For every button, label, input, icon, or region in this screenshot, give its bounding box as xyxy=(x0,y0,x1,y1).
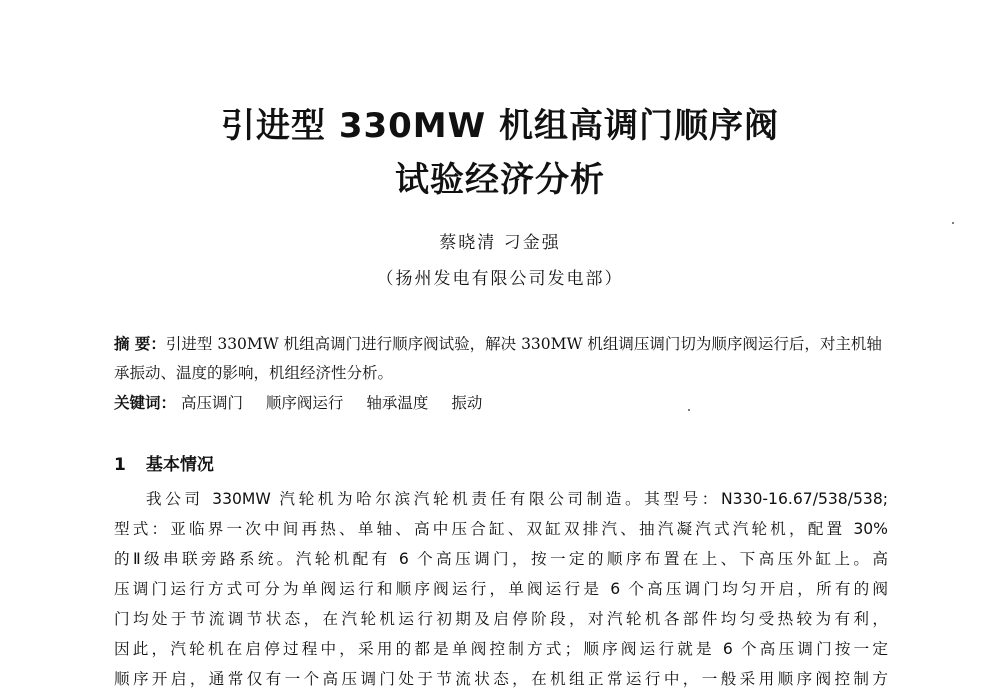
paper-title-line-2: 试验经济分析 xyxy=(395,160,605,200)
keyword-item: 顺序阀运行 xyxy=(265,394,344,412)
body-line: 我公司 330MW 汽轮机为哈尔滨汽轮机责任有限公司制造。其型号：N330-16.67/538/538; xyxy=(146,490,888,508)
keywords xyxy=(114,390,894,416)
scan-speck xyxy=(952,222,954,224)
section-title: 基本情况 xyxy=(145,455,214,475)
paper-title-line-1: 引进型 330MW 机组高调门顺序阀 xyxy=(221,106,779,146)
section-number: 1 xyxy=(114,455,126,475)
body-paragraph xyxy=(114,484,888,694)
body-line: 型式：亚临界一次中间再热、单轴、高中压合缸、双缸双排汽、抽汽凝汽式汽轮机，配置 30% xyxy=(114,520,888,538)
keyword-item: 振动 xyxy=(451,394,483,412)
affiliation: （扬州发电有限公司发电部） xyxy=(376,269,624,289)
body-line: 顺序开启，通常仅有一个高压调门处于节流状态，在机组正常运行中，一般采用顺序阀控制方 xyxy=(114,670,888,688)
body-line: 门均处于节流调节状态，在汽轮机运行初期及启停阶段，对汽轮机各部件均匀受热较为有利， xyxy=(114,610,888,628)
keyword-item: 轴承温度 xyxy=(366,394,429,412)
abstract xyxy=(114,330,894,388)
abstract-label: 摘 要： xyxy=(114,335,166,353)
keywords-label: 关键词： xyxy=(114,394,177,412)
section-heading xyxy=(114,450,214,475)
keyword-item: 高压调门 xyxy=(180,394,243,412)
body-line: 的Ⅱ级串联旁路系统。汽轮机配有 6 个高压调门，按一定的顺序布置在上、下高压外缸上。高 xyxy=(114,550,888,568)
authors: 蔡晓清 刁金强 xyxy=(439,233,561,253)
scan-speck xyxy=(688,409,690,411)
body-line: 因此，汽轮机在启停过程中，采用的都是单阀控制方式；顺序阀运行就是 6 个高压调门按一定 xyxy=(114,640,888,658)
body-line: 压调门运行方式可分为单阀运行和顺序阀运行，单阀运行是 6 个高压调门均匀开启，所有的阀 xyxy=(114,580,888,598)
abstract-text: 引进型 330MW 机组高调门进行顺序阀试验，解决 330MW 机组调压调门切为顺序阀运行后，对主机轴承振动、温度的影响，机组经济性分析。 xyxy=(114,335,882,382)
